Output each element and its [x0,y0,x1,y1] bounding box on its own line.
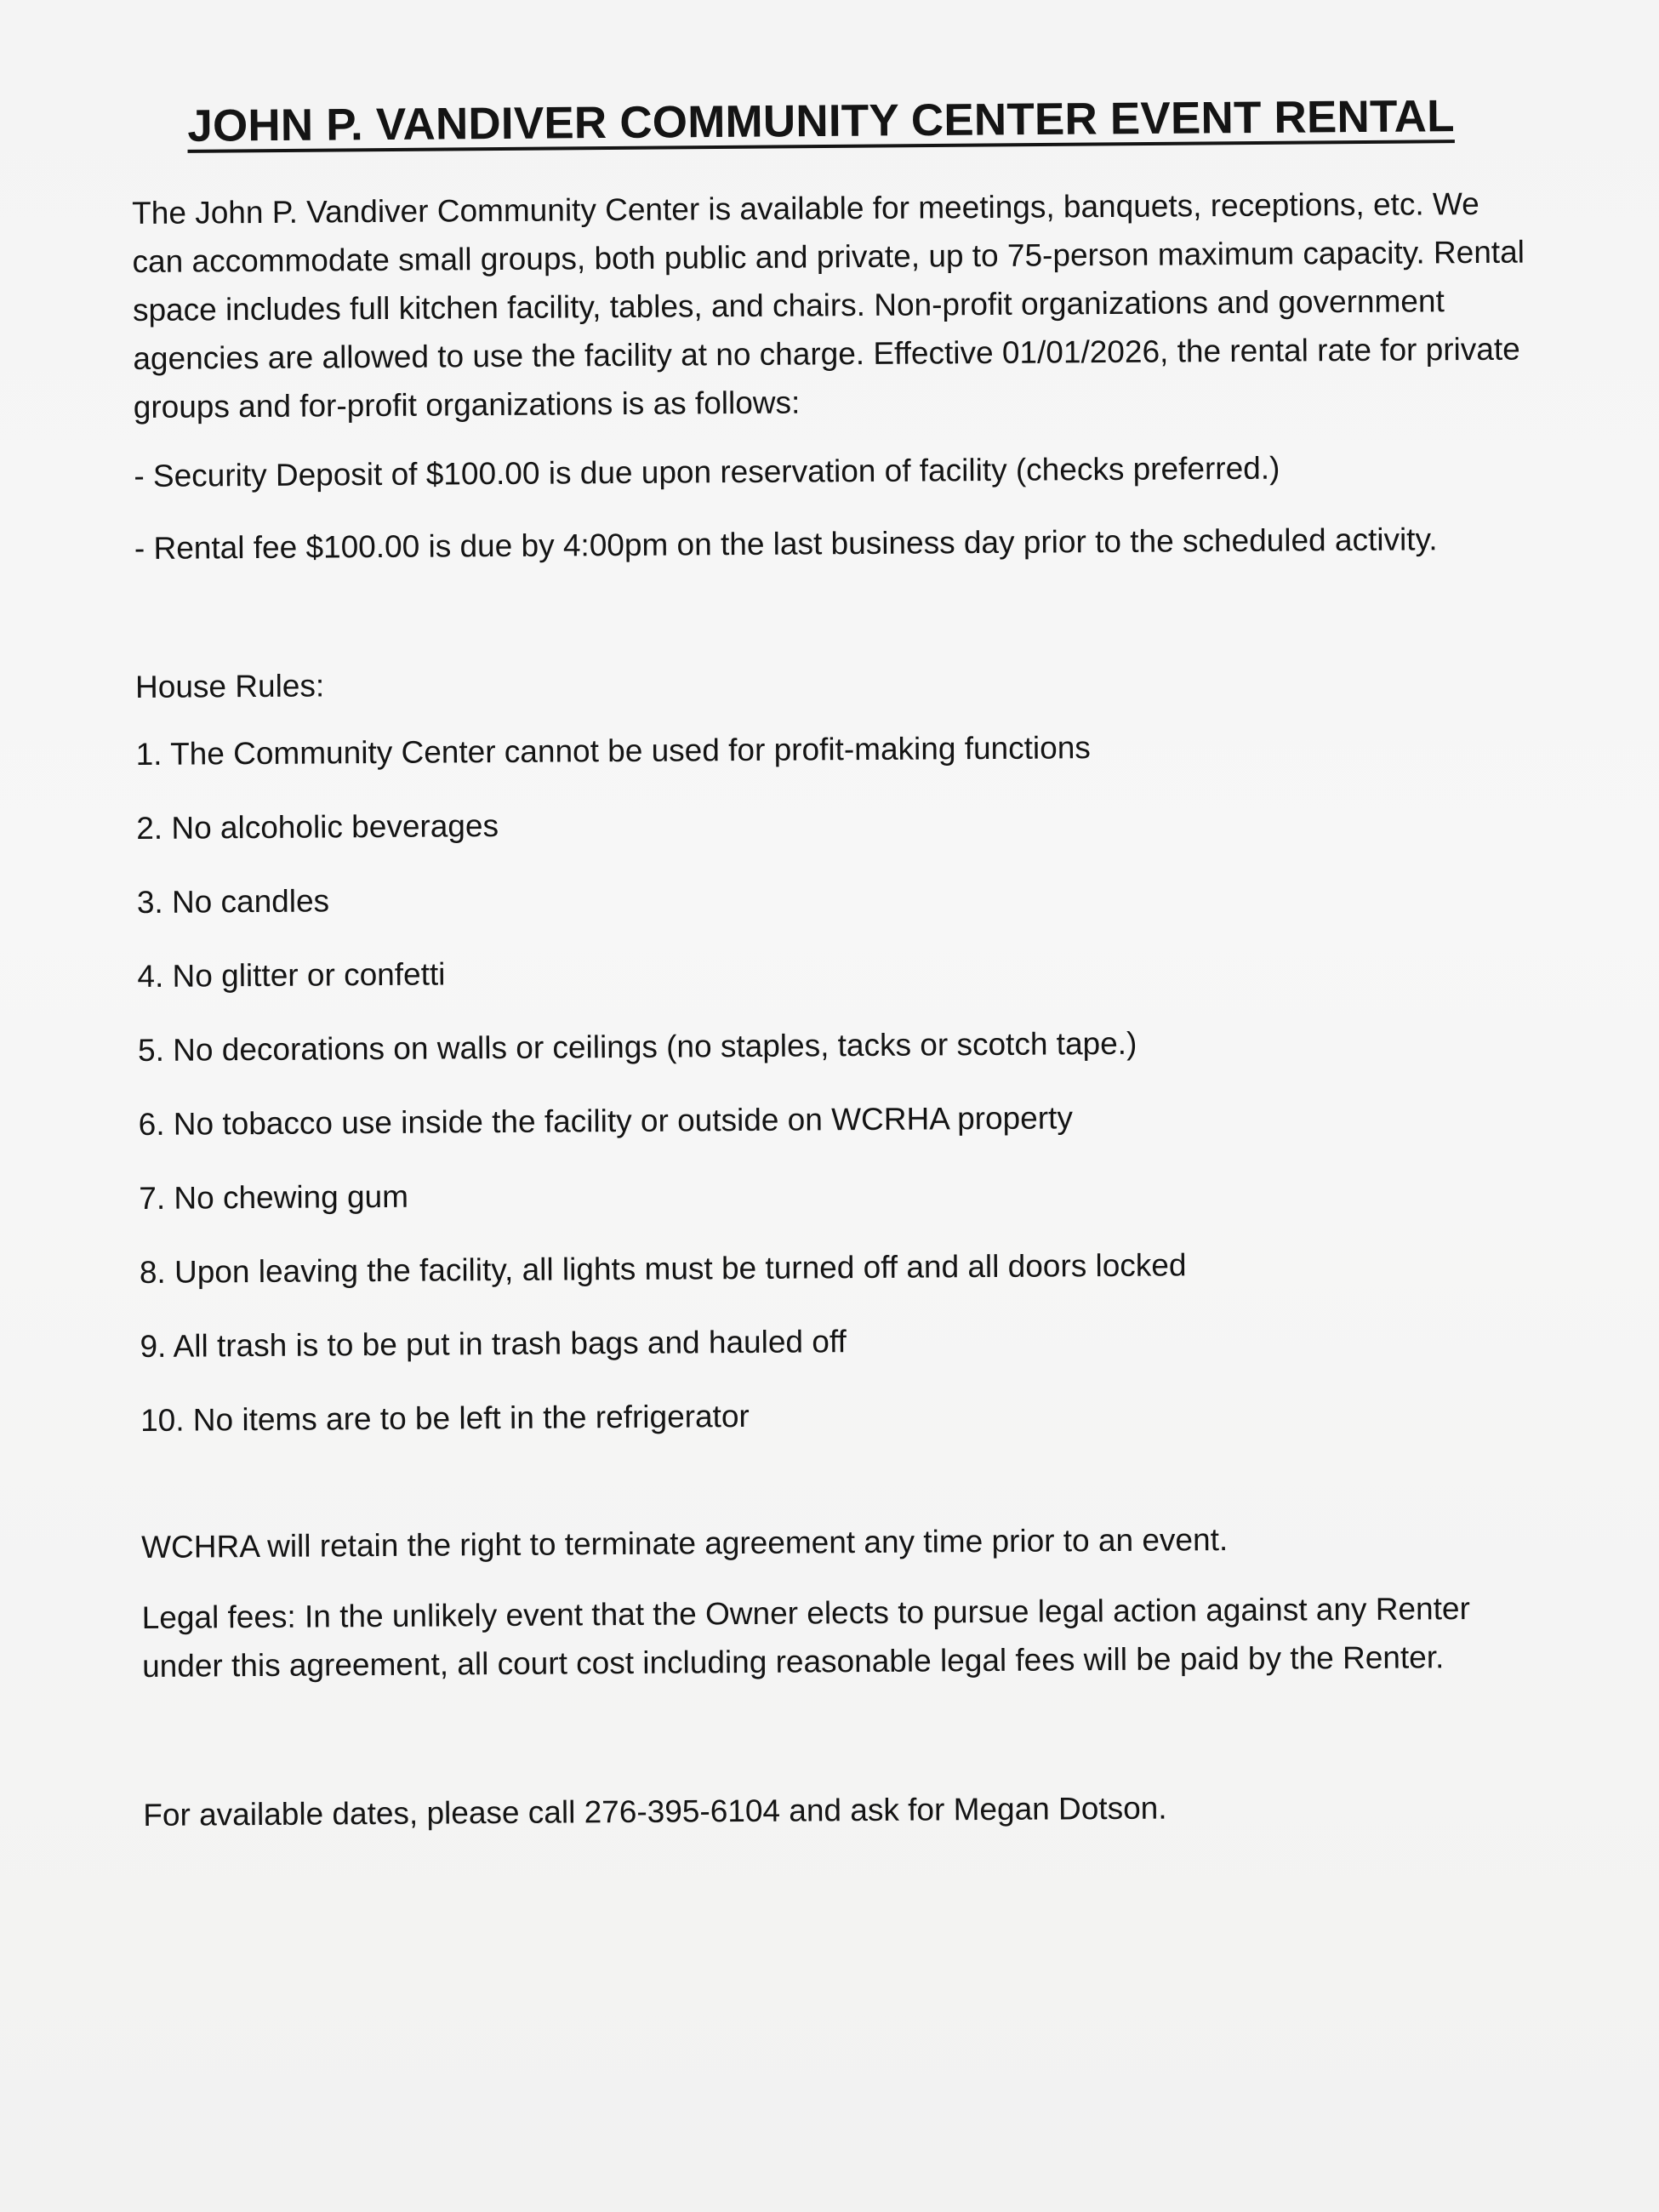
house-rules-heading: House Rules: [134,668,325,704]
legal-fees-clause: Legal fees: In the unlikely event that the Owner elects to pursue legal action against any Renter under this agreement, all court cost including reasonable legal fees will be paid by the Renter. [141,1591,1470,1684]
rule-item: 3. No candles [136,883,330,920]
page-title: JOHN P. VANDIVER COMMUNITY CENTER EVENT RENTAL [187,91,1455,151]
security-deposit-line: - Security Deposit of $100.00 is due upon reservation of facility (checks preferred.) [134,450,1280,493]
document-body [132,180,1539,1839]
house-rules-list [135,721,1536,1470]
rule-item: 8. Upon leaving the facility, all lights must be turned off and all doors locked [139,1247,1187,1290]
rule-item: 6. No tobacco use inside the facility or outside on WCRHA property [138,1100,1073,1142]
terms-section [141,1514,1537,1690]
intro-paragraph: The John P. Vandiver Community Center is available for meetings, banquets, receptions, etc. We can accommodate small groups, both public and private, up to 75-person maximum capacity. Rental space includes full kitchen facility, tables, and chairs. Non-profit organizations and government agencies are allowed to use the facility at no charge. Effective 01/01/2026, the rental rate for private groups and for-profit organizations is as follows: [132,185,1525,425]
rule-item: 5. No decorations on walls or ceilings (no staples, tacks or scotch tape.) [137,1025,1137,1068]
rule-item: 10. No items are to be left in the refrigerator [140,1398,750,1438]
rule-item: 7. No chewing gum [139,1178,409,1216]
rule-item: 2. No alcoholic beverages [136,808,499,846]
termination-clause: WCHRA will retain the right to terminate agreement any time prior to an event. [141,1522,1229,1565]
rule-item: 1. The Community Center cannot be used for profit-making functions [135,730,1091,772]
rule-item: 9. All trash is to be put in trash bags and hauled off [140,1324,847,1364]
rule-item: 4. No glitter or confetti [137,956,446,994]
contact-line: For available dates, please call 276-395-6104 and ask for Megan Dotson. [143,1790,1167,1833]
rental-fee-line: - Rental fee $100.00 is due by 4:00pm on the last business day prior to the scheduled activity. [134,522,1438,566]
